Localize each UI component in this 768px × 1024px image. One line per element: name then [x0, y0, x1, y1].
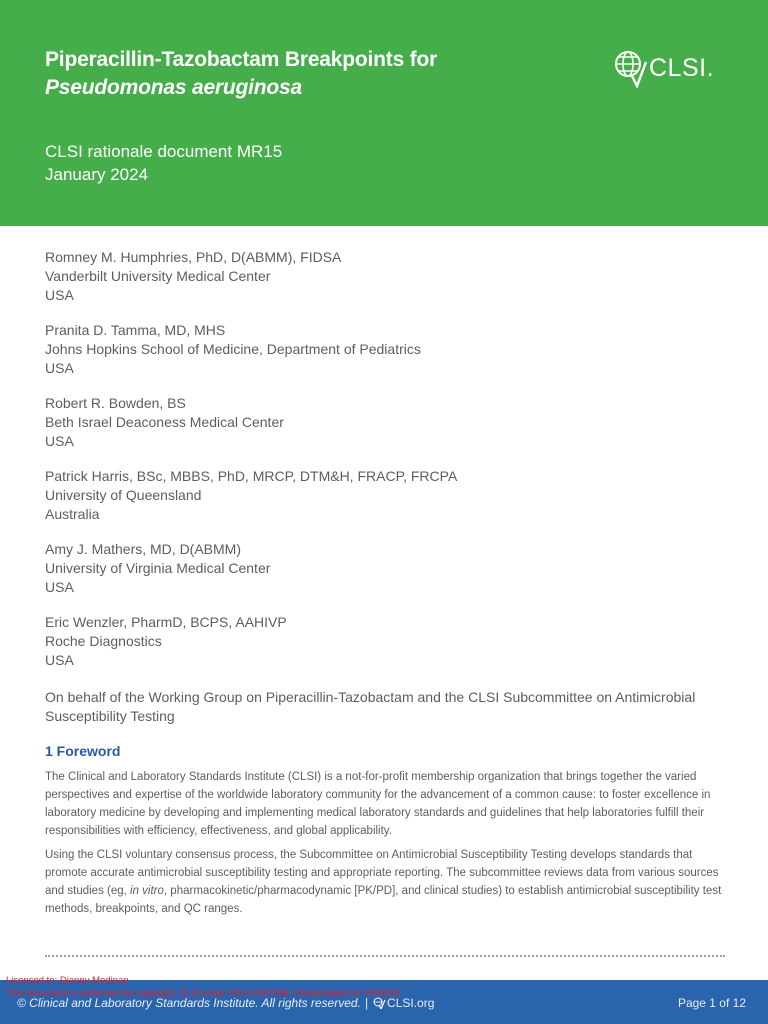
clsi-logo	[613, 46, 733, 90]
author-affiliation: Johns Hopkins School of Medicine, Department of Pediatrics	[45, 341, 421, 357]
on-behalf-statement: On behalf of the Working Group on Piperacillin-Tazobactam and the CLSI Subcommittee on Antimicrobial Susceptibility Testing	[45, 689, 696, 724]
author-entry	[45, 321, 725, 378]
author-country: USA	[45, 652, 74, 668]
author-affiliation: Beth Israel Deaconess Medical Center	[45, 414, 284, 430]
author-entry	[45, 467, 725, 524]
watermark-line-2: This document is protected by copyright. CLSI order #Ord-1097998, Downloaded on 1/3/2024.	[6, 988, 403, 999]
para2-text-end: , pharmacokinetic/pharmacodynamic [PK/PD], and clinical studies) to establish antimicrobial susceptibility test methods, breakpoints, and QC ranges.	[45, 885, 722, 915]
author-country: USA	[45, 579, 74, 595]
author-country: Australia	[45, 506, 100, 522]
logo-text: CLSI.	[649, 53, 715, 82]
foreword-paragraph-1: The Clinical and Laboratory Standards Institute (CLSI) is a not-for-profit membership organization that brings together the varied perspectives and expertise of the worldwide laboratory community for the advancement of a common cause: to foster excellence in laboratory medicine by developing and implementing medical laboratory standards and guidelines that help laboratories fulfill their responsibilities with efficiency, effectiveness, and global applicability.	[45, 771, 711, 837]
title-line-1: Piperacillin-Tazobactam Breakpoints for	[45, 48, 438, 71]
author-affiliation: University of Queensland	[45, 487, 202, 503]
author-name: Robert R. Bowden, BS	[45, 395, 186, 411]
dotted-divider	[45, 955, 725, 957]
document-title	[45, 46, 565, 102]
author-country: USA	[45, 360, 74, 376]
para2-text-start: Using the CLSI voluntary consensus process, the Subcommittee on Antimicrobial Susceptibility Testing develops standards that promote accurate antimicrobial susceptibility testing and appropriate reporting. The subcommittee reviews data from various sources and studies (eg,	[45, 849, 719, 897]
para2-italic-term: in vitro	[130, 885, 164, 897]
subtitle-line-2: January 2024	[45, 165, 149, 184]
author-entry	[45, 248, 725, 305]
footer-separator: |	[364, 996, 369, 1010]
document-subtitle	[45, 140, 282, 186]
author-affiliation: Vanderbilt University Medical Center	[45, 268, 271, 284]
author-name: Pranita D. Tamma, MD, MHS	[45, 322, 226, 338]
author-list	[45, 248, 725, 686]
header-banner	[0, 0, 768, 226]
author-entry	[45, 540, 725, 597]
author-name: Romney M. Humphries, PhD, D(ABMM), FIDSA	[45, 249, 342, 265]
globe-icon	[613, 48, 647, 88]
title-line-2: Pseudomonas aeruginosa	[45, 76, 303, 99]
author-entry	[45, 394, 725, 451]
foreword-heading: 1 Foreword	[45, 743, 121, 759]
author-country: USA	[45, 287, 74, 303]
subtitle-line-1: CLSI rationale document MR15	[45, 142, 283, 161]
author-affiliation: Roche Diagnostics	[45, 633, 162, 649]
author-country: USA	[45, 433, 74, 449]
watermark-line-1: Licensed to: Dianny Medinan	[6, 975, 129, 986]
foreword-paragraph-2	[45, 846, 735, 918]
footer-site-text: CLSI.org	[387, 996, 435, 1010]
author-entry	[45, 613, 725, 670]
author-name: Eric Wenzler, PharmD, BCPS, AAHIVP	[45, 614, 287, 630]
license-watermark	[6, 974, 403, 1000]
footer-copyright: © Clinical and Laboratory Standards Institute. All rights reserved.	[17, 996, 361, 1010]
author-name: Amy J. Mathers, MD, D(ABMM)	[45, 541, 242, 557]
page-number: Page 1 of 12	[677, 996, 746, 1010]
author-affiliation: University of Virginia Medical Center	[45, 560, 271, 576]
author-name: Patrick Harris, BSc, MBBS, PhD, MRCP, DTM&H, FRACP, FRCPA	[45, 468, 458, 484]
